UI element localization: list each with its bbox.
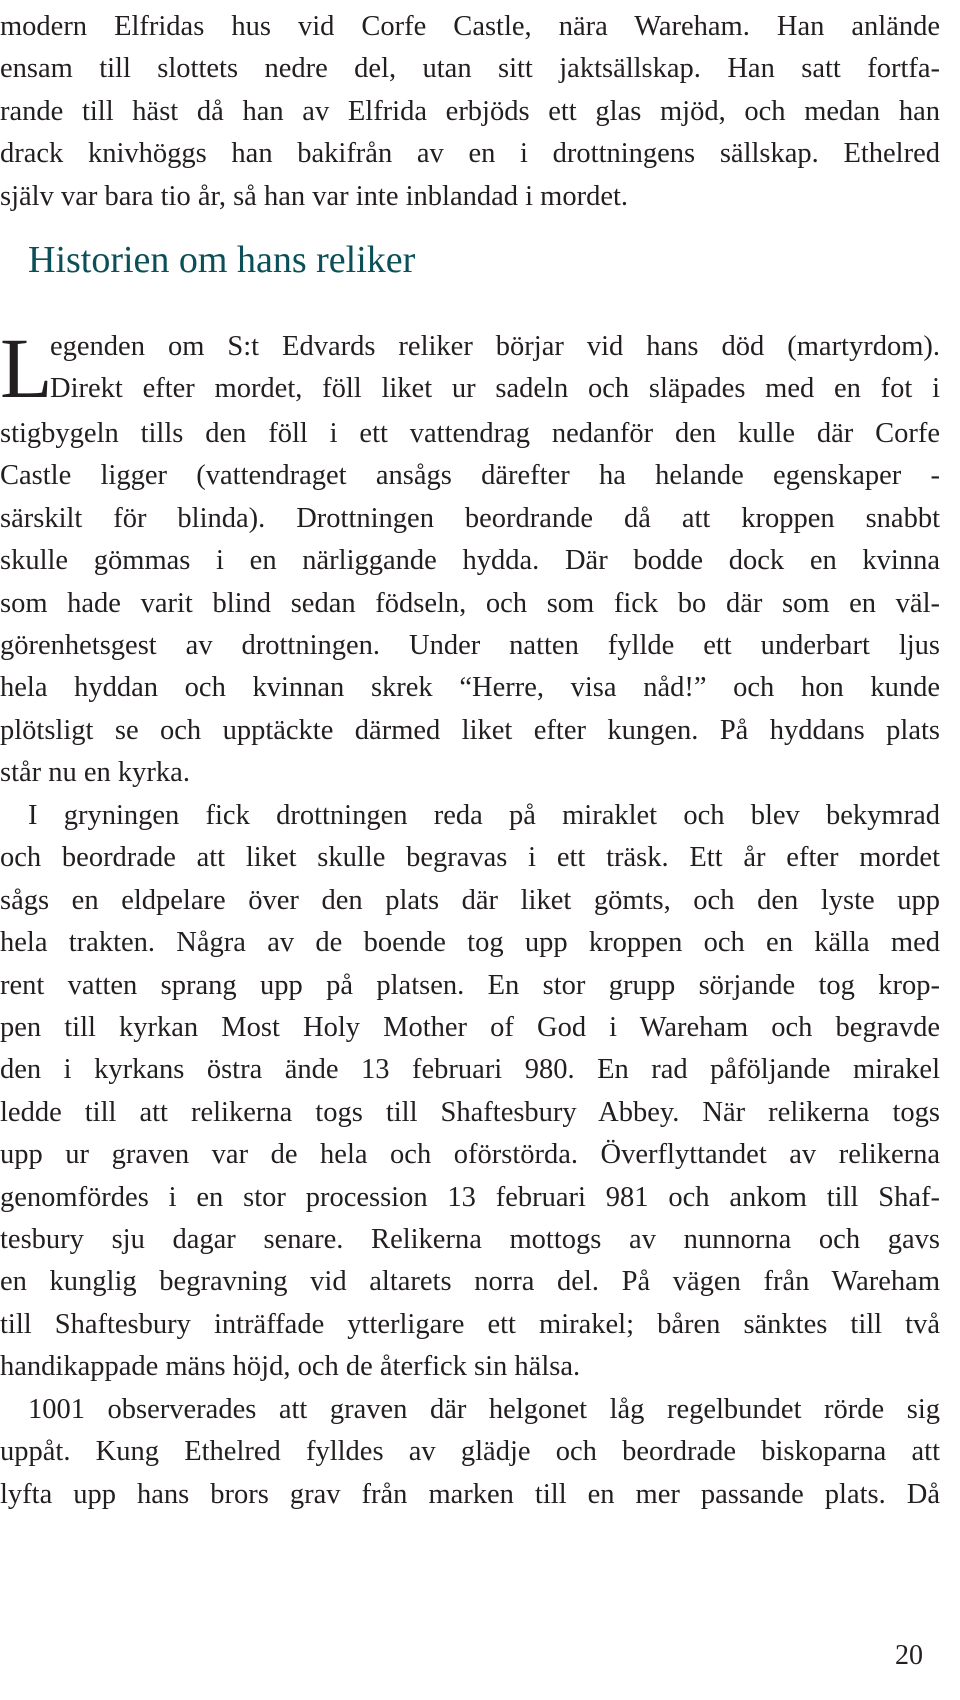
top-paragraph (0, 6, 940, 218)
text-line: plötsligt se och upptäckte därmed liket efter kungen. På hyddans plats (0, 714, 940, 746)
text-line: ensam till slottets nedre del, utan sitt jaktsällskap. Han satt fortfa- (0, 53, 940, 85)
text-line: Direkt efter mordet, föll liket ur sadeln och släpades med en fot i (50, 373, 940, 405)
text-line: genomfördes i en stor procession 13 februari 981 och ankom till Shaf- (0, 1181, 940, 1213)
text-line: görenhetsgest av drottningen. Under natten fyllde ett underbart ljus (0, 629, 940, 661)
drop-cap: L (0, 320, 53, 416)
paragraph-1 (0, 413, 940, 795)
text-line: den i kyrkans östra ände 13 februari 980. En rad påföljande mirakel (0, 1054, 940, 1086)
text-line: särskilt för blinda). Drottningen beordrande då att kroppen snabbt (0, 502, 940, 534)
text-line: pen till kyrkan Most Holy Mother of God i Wareham och begravde (0, 1011, 940, 1043)
text-line: till Shaftesbury inträffade ytterligare ett mirakel; båren sänktes till två (0, 1308, 940, 1340)
text-line: rent vatten sprang upp på platsen. En stor grupp sörjande tog krop- (0, 969, 940, 1001)
text-line: som hade varit blind sedan födseln, och som fick bo där som en väl- (0, 587, 940, 619)
text-line: själv var bara tio år, så han var inte inblandad i mordet. (0, 180, 629, 212)
text-line: uppåt. Kung Ethelred fylldes av glädje och beordrade biskoparna att (0, 1436, 940, 1468)
text-line: hela trakten. Några av de boende tog upp kroppen och en källa med (0, 927, 940, 959)
text-line: stigbygeln tills den föll i ett vattendrag nedanför den kulle där Corfe (0, 418, 940, 449)
text-line: står nu en kyrka. (0, 757, 190, 789)
text-line: hela hyddan och kvinnan skrek “Herre, visa nåd!” och hon kunde (0, 672, 940, 704)
text-line: tesbury sju dagar senare. Relikerna mottogs av nunnorna och gavs (0, 1223, 940, 1255)
section-heading: Historien om hans reliker (28, 239, 416, 281)
paragraph-2 (0, 795, 940, 1388)
text-line: I gryningen fick drottningen reda på miraklet och blev bekymrad (28, 800, 940, 831)
text-line: ledde till att relikerna togs till Shaftesbury Abbey. När relikerna togs (0, 1096, 940, 1128)
text-line: handikappade mäns höjd, och de återfick sin hälsa. (0, 1351, 581, 1383)
text-line: 1001 observerades att graven där helgonet låg regelbundet rörde sig (28, 1394, 940, 1425)
page-number: 20 (895, 1640, 923, 1671)
text-line: egenden om S:t Edvards reliker börjar vid hans död (martyrdom). (50, 331, 940, 362)
text-line: och beordrade att liket skulle begravas i ett träsk. Ett år efter mordet (0, 842, 940, 874)
text-line: upp ur graven var de hela och oförstörda. Överflyttandet av relikerna (0, 1139, 940, 1171)
text-line: en kunglig begravning vid altarets norra del. På vägen från Wareham (0, 1266, 940, 1298)
text-line: lyfta upp hans brors grav från marken till en mer passande plats. Då (0, 1478, 940, 1510)
dropcap-block (0, 320, 940, 416)
text-line: sågs en eldpelare över den plats där liket gömts, och den lyste upp (0, 884, 940, 916)
paragraph-3 (0, 1389, 940, 1516)
text-line: rande till häst då han av Elfrida erbjöds ett glas mjöd, och medan han (0, 95, 940, 127)
text-line: modern Elfridas hus vid Corfe Castle, nära Wareham. Han anlände (0, 11, 940, 42)
text-line: Castle ligger (vattendraget ansågs därefter ha helande egenskaper - (0, 460, 940, 492)
text-line: skulle gömmas i en närliggande hydda. Där bodde dock en kvinna (0, 545, 940, 577)
text-line: drack knivhöggs han bakifrån av en i drottningens sällskap. Ethelred (0, 138, 940, 170)
